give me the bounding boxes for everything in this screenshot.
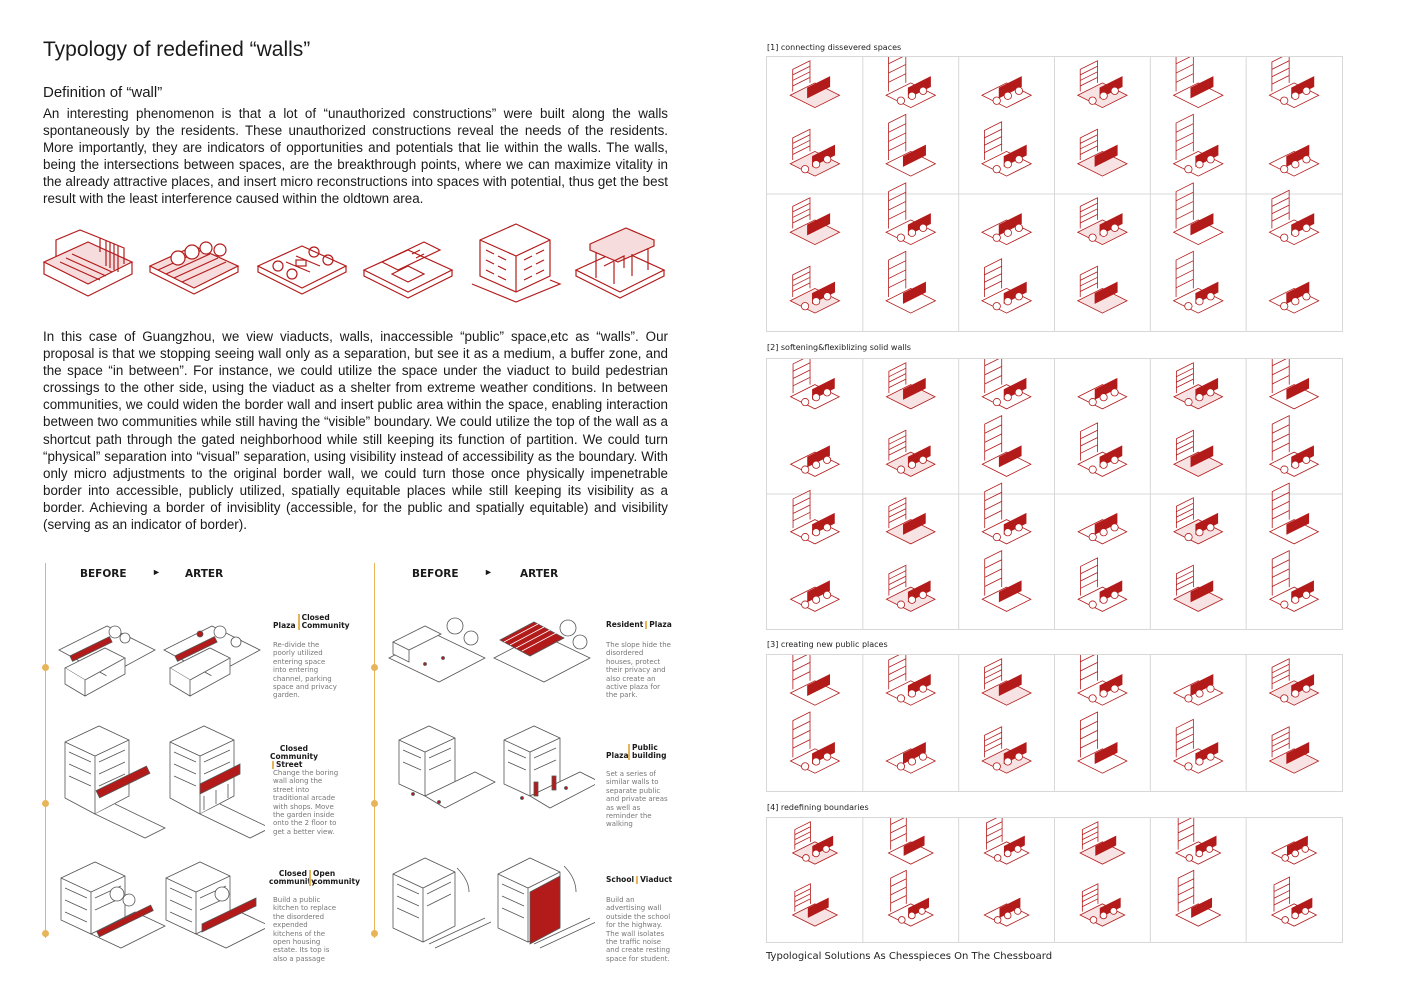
- typology-sketch: [982, 122, 1031, 176]
- typology-sketch: [1269, 282, 1318, 313]
- case-4-after-drawing: [494, 620, 590, 682]
- typology-sketch: [982, 77, 1031, 108]
- typology-sketch: [791, 581, 840, 611]
- section-2-grid: [766, 358, 1343, 630]
- typology-sketch: [1176, 818, 1221, 864]
- case-5-after-drawing: [504, 726, 595, 808]
- arcade-frame-icon: [576, 228, 664, 298]
- typology-sketch: [886, 655, 935, 705]
- house-wall-icon: [44, 230, 132, 296]
- case-6-title: School Viaduct: [606, 875, 673, 884]
- case-2-before-drawing: [65, 726, 165, 838]
- case-1-before-drawing: [59, 626, 155, 696]
- case-3-before-drawing: [61, 862, 165, 948]
- typology-sketch: [793, 822, 838, 864]
- typology-sketch: [791, 446, 840, 476]
- typology-sketch: [790, 712, 839, 773]
- typology-sketch: [1174, 719, 1223, 773]
- after-label: ARTER: [520, 568, 559, 580]
- typology-sketch: [984, 898, 1029, 926]
- typology-sketch: [1078, 129, 1127, 176]
- typology-sketch: [1078, 198, 1127, 245]
- case-4-title: Resident Plaza: [606, 620, 672, 629]
- case-1-after-drawing: [164, 626, 260, 696]
- typology-sketch: [886, 743, 935, 774]
- case-4-before-drawing: [389, 618, 485, 682]
- typology-sketch: [790, 198, 839, 245]
- typology-sketch: [1272, 836, 1317, 864]
- typology-sketch: [984, 818, 1029, 864]
- case-3-title: Closed communityOpen community: [269, 869, 360, 886]
- typology-sketch: [790, 61, 839, 108]
- case-2-after-drawing: [170, 726, 265, 838]
- case-5-description: Set a series of similar walls to separate public and private areas as well as reminder the walking: [606, 770, 668, 829]
- case-5-before-drawing: [399, 726, 495, 808]
- typology-sketch: [1078, 423, 1127, 476]
- typology-sketch: [886, 565, 935, 611]
- typology-sketch: [982, 214, 1031, 245]
- section-4-grid: [766, 817, 1343, 943]
- park-space-icon: [258, 246, 346, 294]
- typology-sketch: [1270, 359, 1319, 409]
- timeline-dot: [42, 930, 49, 937]
- typology-sketch: [886, 251, 935, 313]
- case-2-description: Change the boring wall along the street into traditional arcade with shops. Move the garden inside onto the 2 floor to get a better view.: [273, 769, 339, 836]
- case-2-title: Closed CommunityStreet: [270, 744, 319, 769]
- case-6-description: Build an advertising wall outside the school for the highway. The wall isolates the traffic noise and create resting space for student.: [606, 896, 671, 963]
- wall-typology-icon-row: [40, 222, 672, 304]
- typology-sketch: [1174, 57, 1223, 108]
- typology-sketch: [790, 129, 839, 176]
- timeline-dot: [371, 800, 378, 807]
- typology-sketch: [1078, 558, 1127, 611]
- typology-sketch: [982, 551, 1031, 612]
- typology-sketch: [1078, 61, 1127, 108]
- typology-sketch: [886, 183, 935, 245]
- typology-sketch: [1174, 675, 1223, 706]
- typology-sketch: [1270, 483, 1319, 544]
- typology-sketch: [1078, 266, 1127, 313]
- typology-sketch: [982, 259, 1031, 313]
- typology-sketch: [1269, 145, 1318, 176]
- section-2-cells: [767, 359, 1342, 629]
- typology-sketch: [1269, 190, 1318, 244]
- before-label: BEFORE: [412, 568, 459, 580]
- case-6-after-drawing: [498, 858, 595, 948]
- section-4-label: [4] redefining boundaries: [767, 803, 869, 812]
- typology-sketch: [888, 870, 933, 926]
- typology-sketch: [1078, 655, 1127, 705]
- case-3-after-drawing: [166, 862, 265, 948]
- arrow-icon: ►: [484, 567, 493, 577]
- typology-sketch: [1174, 251, 1223, 313]
- typology-sketch: [982, 359, 1031, 409]
- typology-sketch: [886, 430, 935, 476]
- typology-sketch: [1078, 379, 1127, 409]
- typology-sketch: [1270, 551, 1319, 612]
- plaza-trees-icon: [150, 242, 238, 294]
- typology-sketch: [1078, 712, 1127, 773]
- case-4-description: The slope hide the disordered houses, protect their privacy and also create an active plaza for the park.: [606, 641, 671, 700]
- timeline-dot: [371, 930, 378, 937]
- after-label: ARTER: [185, 568, 224, 580]
- section-1-label: [1] connecting dissevered spaces: [767, 43, 902, 52]
- section-1-cells: [767, 57, 1342, 331]
- typology-sketch: [1269, 57, 1318, 108]
- typology-sketch: [1174, 498, 1223, 544]
- arrow-icon: ►: [152, 567, 161, 577]
- typology-sketch: [1270, 659, 1319, 706]
- case-3-description: Build a public kitchen to replace the disordered expended kitchens of the open housing estate. Its top is also a passage: [273, 896, 337, 963]
- typology-sketch: [886, 498, 935, 544]
- intro-paragraph: An interesting phenomenon is that a lot of “unauthorized constructions” were built along the walls spontaneously by the residents. These unauthorized constructions reveal the needs of the residents. More importantly, they are indicators of opportunities and potentials that lie within the walls. The walls, being the intersections between spaces, are the breakthrough points, where we can maximize vitality in the already attractive places, and insert micro reconstructions into spaces with potential, thus get the best result with the least interference caused within the oldtown area.: [43, 106, 668, 207]
- typology-sketch: [793, 884, 838, 926]
- section-3-cells: [767, 655, 1342, 791]
- section-3-grid: [766, 654, 1343, 792]
- typology-sketch: [791, 359, 840, 409]
- typology-sketch: [1174, 430, 1223, 476]
- section-2-label: [2] softening&flexiblizing solid walls: [767, 343, 911, 352]
- typology-sketch: [790, 266, 839, 313]
- typology-sketch: [982, 483, 1031, 544]
- chessboard-caption: Typological Solutions As Chesspieces On The Chessboard: [766, 951, 1053, 962]
- typology-sketch: [1078, 514, 1127, 544]
- before-after-drawings-right: [385, 598, 595, 958]
- typology-sketch: [982, 416, 1031, 477]
- typology-sketch: [1174, 114, 1223, 176]
- typology-sketch: [886, 57, 935, 108]
- case-1-title: PlazaClosed Community: [273, 613, 350, 630]
- typology-sketch: [1272, 877, 1317, 926]
- case-1-description: Re-divide the poorly utilized entering space into entering channel, parking space and privacy garden.: [273, 641, 337, 700]
- typology-sketch: [791, 490, 840, 543]
- section-4-cells: [767, 818, 1342, 942]
- typology-sketch: [886, 114, 935, 176]
- case-6-before-drawing: [393, 858, 491, 948]
- before-label: BEFORE: [80, 568, 127, 580]
- timeline-line-right: [374, 563, 375, 938]
- typology-sketch: [1174, 565, 1223, 611]
- timeline-dot: [371, 664, 378, 671]
- section-1-grid: [766, 56, 1343, 332]
- typology-sketch: [886, 363, 935, 409]
- typology-sketch: [1270, 727, 1319, 774]
- typology-sketch: [1270, 416, 1319, 477]
- proposal-paragraph: In this case of Guangzhou, we view viaducts, walls, inaccessible “public” space,etc as “walls”. Our proposal is that we stopping seeing wall only as a separation, but see it as a medium, a buffer zone, and the space “in between”. For instance, we could utilize the space under the viaduct to build pedestrian crossings to the other side, using the viaduct as a shelter from extreme weather conditions. In between communities, we could widen the border wall and insert public area within the space, enabling interaction between two communities while still having the “visible” boundary. We could utilize the top of the wall as a shortcut path through the gated neighborhood while still keeping its function of partition. We could turn “physical” separation into “visual” separation, using visibility instead of accessibility as the boundary. With only micro adjustments to the original border wall, we could turn those once physically impenetrable border into accessible, publicly utilized, spatially equitable places while still keeping its visibility as a border. Achieving a border of invisiblity (accessible, for the public and spatially equitable) and visibility (serving as an indicator of border).: [43, 329, 668, 533]
- before-after-drawings-left: [55, 598, 265, 958]
- typology-sketch: [1174, 183, 1223, 245]
- case-5-title: PlazaPublic building: [606, 743, 667, 760]
- timeline-dot: [42, 664, 49, 671]
- section-3-label: [3] creating new public places: [767, 640, 888, 649]
- timeline-line-left: [45, 563, 46, 938]
- timeline-dot: [42, 800, 49, 807]
- typology-sketch: [1174, 363, 1223, 409]
- typology-sketch: [1080, 822, 1125, 864]
- building-icon: [472, 224, 560, 302]
- typology-sketch: [790, 655, 839, 705]
- section-subtitle: Definition of “wall”: [43, 84, 163, 101]
- typology-sketch: [982, 659, 1031, 706]
- viaduct-icon: [364, 242, 452, 298]
- page-title: Typology of redefined “walls”: [43, 38, 311, 61]
- typology-sketch: [982, 727, 1031, 774]
- typology-sketch: [888, 818, 933, 864]
- typology-sketch: [1080, 884, 1125, 926]
- typology-sketch: [1176, 870, 1221, 926]
